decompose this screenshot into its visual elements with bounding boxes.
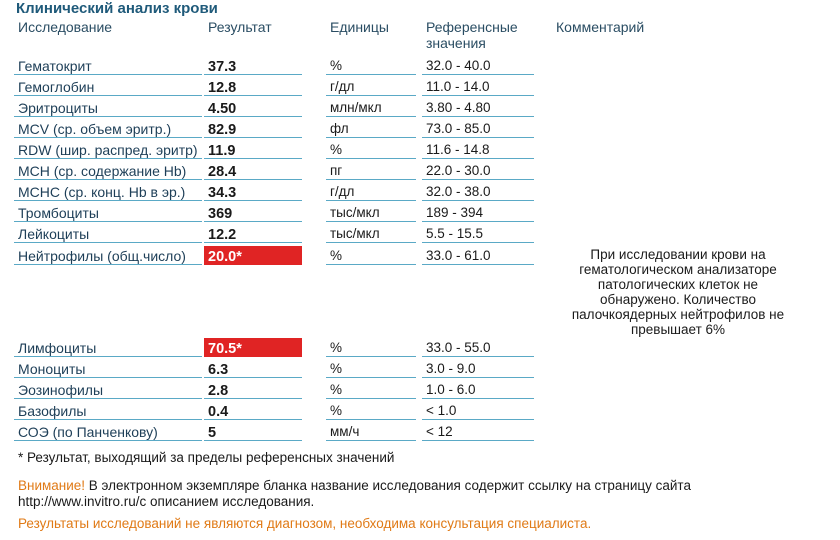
reference-range: 11.6 - 14.8 bbox=[422, 140, 534, 159]
result-value: 4.50 bbox=[204, 98, 302, 117]
table-row bbox=[14, 422, 824, 443]
warning-head: Внимание! bbox=[18, 478, 86, 493]
warning-note bbox=[18, 478, 691, 510]
result-value: 12.2 bbox=[204, 224, 302, 243]
table-row bbox=[14, 182, 824, 203]
unit: % bbox=[326, 380, 416, 399]
test-name: Тромбоциты bbox=[14, 203, 202, 222]
unit: % bbox=[326, 359, 416, 378]
unit: пг bbox=[326, 161, 416, 180]
disclaimer: Результаты исследований не являются диагнозом, необходима консультация специалиста. bbox=[18, 516, 592, 531]
unit: г/дл bbox=[326, 182, 416, 201]
test-name: Моноциты bbox=[14, 359, 202, 378]
comment-line: превышает 6% bbox=[630, 322, 726, 337]
neutrophil-comment bbox=[548, 247, 808, 337]
test-name: MCV (ср. объем эритр.) bbox=[14, 119, 202, 138]
test-name: Эозинофилы bbox=[14, 380, 202, 399]
header-reference-line1: Референсные bbox=[426, 19, 518, 35]
reference-range: 32.0 - 40.0 bbox=[422, 56, 534, 75]
test-name: Гематокрит bbox=[14, 56, 202, 75]
reference-range: 73.0 - 85.0 bbox=[422, 119, 534, 138]
unit: % bbox=[326, 401, 416, 420]
reference-range: 3.80 - 4.80 bbox=[422, 98, 534, 117]
reference-range: 11.0 - 14.0 bbox=[422, 77, 534, 96]
result-value: 2.8 bbox=[204, 380, 302, 399]
result-value: 20.0* bbox=[204, 246, 302, 265]
result-value: 12.8 bbox=[204, 77, 302, 96]
footnote: * Результат, выходящий за пределы референсных значений bbox=[18, 450, 395, 465]
unit: г/дл bbox=[326, 77, 416, 96]
unit: тыс/мкл bbox=[326, 224, 416, 243]
header-comment: Комментарий bbox=[556, 19, 645, 35]
table-row bbox=[14, 380, 824, 401]
table-row bbox=[14, 119, 824, 140]
result-value: 5 bbox=[204, 422, 302, 441]
test-name: MCH (ср. содержание Hb) bbox=[14, 161, 202, 180]
reference-range: 3.0 - 9.0 bbox=[422, 359, 534, 378]
table-row bbox=[14, 161, 824, 182]
reference-range: 5.5 - 15.5 bbox=[422, 224, 534, 243]
unit: тыс/мкл bbox=[326, 203, 416, 222]
reference-range: 33.0 - 61.0 bbox=[422, 246, 534, 265]
table-row bbox=[14, 77, 824, 98]
result-value: 6.3 bbox=[204, 359, 302, 378]
reference-range: 33.0 - 55.0 bbox=[422, 338, 534, 357]
test-name: Эритроциты bbox=[14, 98, 202, 117]
page-title: Клинический анализ крови bbox=[16, 0, 218, 17]
table-row bbox=[14, 140, 824, 161]
reference-range: < 1.0 bbox=[422, 401, 534, 420]
test-name: RDW (шир. распред. эритр) bbox=[14, 140, 202, 159]
unit: фл bbox=[326, 119, 416, 138]
header-result: Результат bbox=[208, 19, 272, 35]
test-name: MCHC (ср. конц. Hb в эр.) bbox=[14, 182, 202, 201]
test-name: Гемоглобин bbox=[14, 77, 202, 96]
warning-text: В электронном экземпляре бланка название исследования содержит ссылку на страницу сайта bbox=[85, 478, 691, 493]
result-value: 82.9 bbox=[204, 119, 302, 138]
result-value: 70.5* bbox=[204, 338, 302, 357]
result-value: 11.9 bbox=[204, 140, 302, 159]
table-row bbox=[14, 338, 824, 359]
header-test: Исследование bbox=[18, 19, 113, 35]
result-value: 28.4 bbox=[204, 161, 302, 180]
reference-range: 22.0 - 30.0 bbox=[422, 161, 534, 180]
test-name: Нейтрофилы (общ.число) bbox=[14, 246, 202, 265]
table-row bbox=[14, 401, 824, 422]
test-name: Лимфоциты bbox=[14, 338, 202, 357]
test-name: Лейкоциты bbox=[14, 224, 202, 243]
result-value: 37.3 bbox=[204, 56, 302, 75]
header-units: Единицы bbox=[330, 19, 389, 35]
comment-line: патологических клеток не bbox=[597, 277, 759, 292]
unit: % bbox=[326, 338, 416, 357]
result-value: 369 bbox=[204, 203, 302, 222]
comment-line: палочкоядерных нейтрофилов не bbox=[571, 307, 785, 322]
unit: мм/ч bbox=[326, 422, 416, 441]
table-row bbox=[14, 98, 824, 119]
header-reference-line2: значения bbox=[426, 35, 486, 51]
result-value: 34.3 bbox=[204, 182, 302, 201]
reference-range: 189 - 394 bbox=[422, 203, 534, 222]
comment-line: обнаружено. Количество bbox=[600, 292, 756, 307]
reference-range: < 12 bbox=[422, 422, 534, 441]
comment-line: При исследовании крови на bbox=[590, 247, 766, 262]
test-name: Базофилы bbox=[14, 401, 202, 420]
table-row bbox=[14, 359, 824, 380]
table-row bbox=[14, 224, 824, 245]
result-value: 0.4 bbox=[204, 401, 302, 420]
warning-link[interactable]: http://www.invitro.ru/c описанием исследования. bbox=[18, 494, 315, 509]
unit: % bbox=[326, 56, 416, 75]
unit: млн/мкл bbox=[326, 98, 416, 117]
reference-range: 32.0 - 38.0 bbox=[422, 182, 534, 201]
unit: % bbox=[326, 246, 416, 265]
header-reference bbox=[426, 19, 518, 51]
reference-range: 1.0 - 6.0 bbox=[422, 380, 534, 399]
comment-line: гематологическом анализаторе bbox=[579, 262, 777, 277]
unit: % bbox=[326, 140, 416, 159]
table-row bbox=[14, 203, 824, 224]
table-row bbox=[14, 56, 824, 77]
test-name: СОЭ (по Панченкову) bbox=[14, 422, 202, 441]
